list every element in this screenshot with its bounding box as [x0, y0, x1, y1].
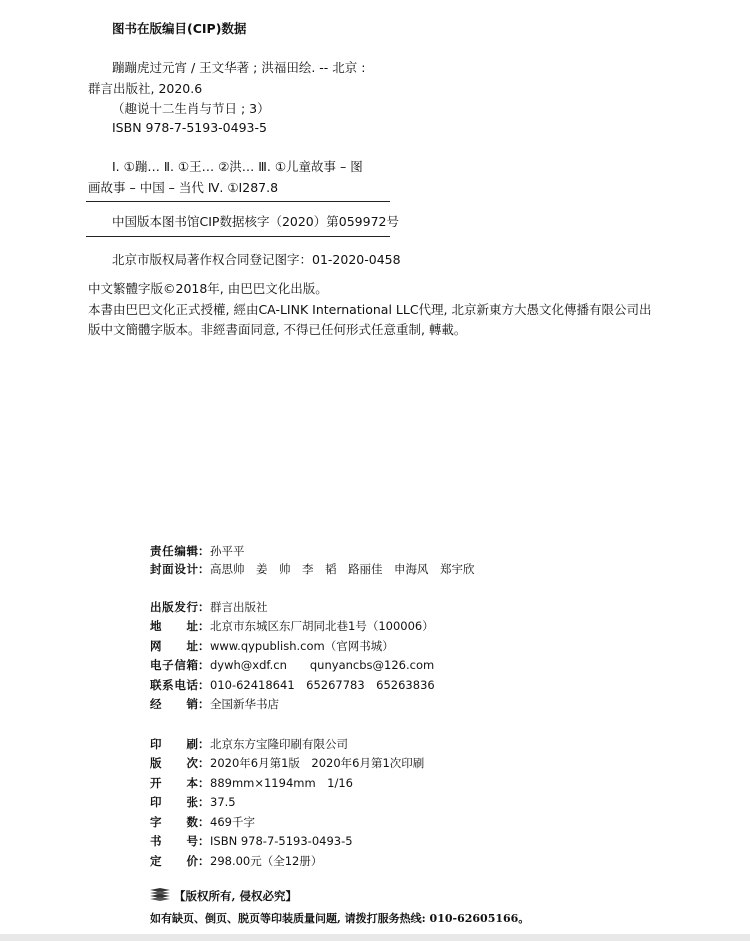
cip-line-publisher: 群言出版社, 2020.6: [88, 81, 203, 96]
printer-label: 印 刷: [150, 737, 198, 751]
publisher-label: 出版发行: [150, 600, 198, 614]
printer-value: 北京东方宝隆印刷有限公司: [210, 737, 348, 751]
credit-design: 封面设计：高思帅 姜 帅 李 韬 路丽佳 申海风 郑宇欣: [150, 562, 475, 576]
publisher-value: 群言出版社: [210, 600, 268, 614]
credit-design-value: 高思帅 姜 帅 李 韬 路丽佳 申海风 郑宇欣: [210, 562, 475, 576]
cip-heading: 图书在版编目(CIP)数据: [112, 21, 247, 36]
rights-notice: 【版权所有, 侵权必究】: [174, 889, 298, 903]
cip-line-series: （趣说十二生肖与节日 ; 3）: [112, 101, 270, 116]
divider: [86, 201, 390, 202]
price-value: 298.00元（全12册）: [210, 854, 323, 868]
credit-editor-value: 孙平平: [210, 544, 245, 558]
website-label: 网 址: [150, 639, 198, 653]
book-stack-icon: [148, 887, 172, 903]
printer-row: 印 刷：北京东方宝隆印刷有限公司: [150, 737, 348, 751]
words-value: 469千字: [210, 815, 255, 829]
format-row: 开 本：889mm×1194mm 1/16: [150, 776, 353, 790]
format-label: 开 本: [150, 776, 198, 790]
credit-editor-label: 责任编辑: [150, 544, 198, 558]
license-line-2: 本書由巴巴文化正式授權, 經由CA-LINK International LLC代理, 北京新東方大愚文化傳播有限公司出: [88, 302, 652, 317]
sheets-label: 印 张: [150, 795, 198, 809]
distributor-value: 全国新华书店: [210, 697, 279, 711]
email-row: 电子信箱：dywh@xdf.cn qunyancbs@126.com: [150, 658, 435, 672]
sheets-row: 印 张：37.5: [150, 795, 236, 809]
phone-value: 010-62418641 65267783 65263836: [210, 678, 435, 692]
edition-label: 版 次: [150, 756, 198, 770]
edition-value: 2020年6月第1版 2020年6月第1次印刷: [210, 756, 425, 770]
words-row: 字 数：469千字: [150, 815, 255, 829]
address-row: 地 址：北京市东城区东厂胡同北巷1号（100006）: [150, 619, 434, 633]
cip-verification: 中国版本图书馆CIP数据核字（2020）第059972号: [112, 214, 399, 229]
cip-line-class2: 画故事 – 中国 – 当代 Ⅳ. ①I287.8: [88, 180, 279, 195]
phone-label: 联系电话: [150, 678, 198, 692]
address-label: 地 址: [150, 619, 198, 633]
credit-design-label: 封面设计: [150, 562, 198, 576]
quality-notice: 如有缺页、倒页、脱页等印装质量问题, 请拨打服务热线: 010-62605166。: [150, 912, 530, 925]
divider: [86, 236, 390, 237]
sheets-value: 37.5: [210, 795, 236, 809]
format-value: 889mm×1194mm 1/16: [210, 776, 353, 790]
email-value: dywh@xdf.cn qunyancbs@126.com: [210, 658, 435, 672]
cip-line-title: 蹦蹦虎过元宵 / 王文华著 ; 洪福田绘. -- 北京 :: [112, 60, 366, 75]
cip-line-class1: Ⅰ. ①蹦… Ⅱ. ①王… ②洪… Ⅲ. ①儿童故事 – 图: [112, 159, 363, 174]
address-value: 北京市东城区东厂胡同北巷1号（100006）: [210, 619, 434, 633]
license-line-1: 中文繁體字版©2018年, 由巴巴文化出版。: [88, 281, 328, 296]
email-label: 电子信箱: [150, 658, 198, 672]
publisher-row: 出版发行：群言出版社: [150, 600, 268, 614]
distributor-row: 经 销：全国新华书店: [150, 697, 279, 711]
website-value: www.qypublish.com（官网书城）: [210, 639, 394, 653]
phone-row: 联系电话：010-62418641 65267783 65263836: [150, 678, 435, 692]
isbn-value: ISBN 978-7-5193-0493-5: [210, 834, 353, 848]
price-row: 定 价：298.00元（全12册）: [150, 854, 323, 868]
isbn-row: 书 号：ISBN 978-7-5193-0493-5: [150, 834, 353, 848]
distributor-label: 经 销: [150, 697, 198, 711]
copyright-registration: 北京市版权局著作权合同登记图字：01-2020-0458: [112, 252, 401, 267]
license-line-3: 版中文簡體字版本。非經書面同意, 不得已任何形式任意重制, 轉載。: [88, 322, 467, 337]
isbn-label: 书 号: [150, 834, 198, 848]
page-edge: [0, 934, 750, 941]
website-row: 网 址：www.qypublish.com（官网书城）: [150, 639, 394, 653]
credit-editor: 责任编辑：孙平平: [150, 544, 245, 558]
words-label: 字 数: [150, 815, 198, 829]
price-label: 定 价: [150, 854, 198, 868]
cip-line-isbn: ISBN 978-7-5193-0493-5: [112, 120, 267, 135]
edition-row: 版 次：2020年6月第1版 2020年6月第1次印刷: [150, 756, 425, 770]
